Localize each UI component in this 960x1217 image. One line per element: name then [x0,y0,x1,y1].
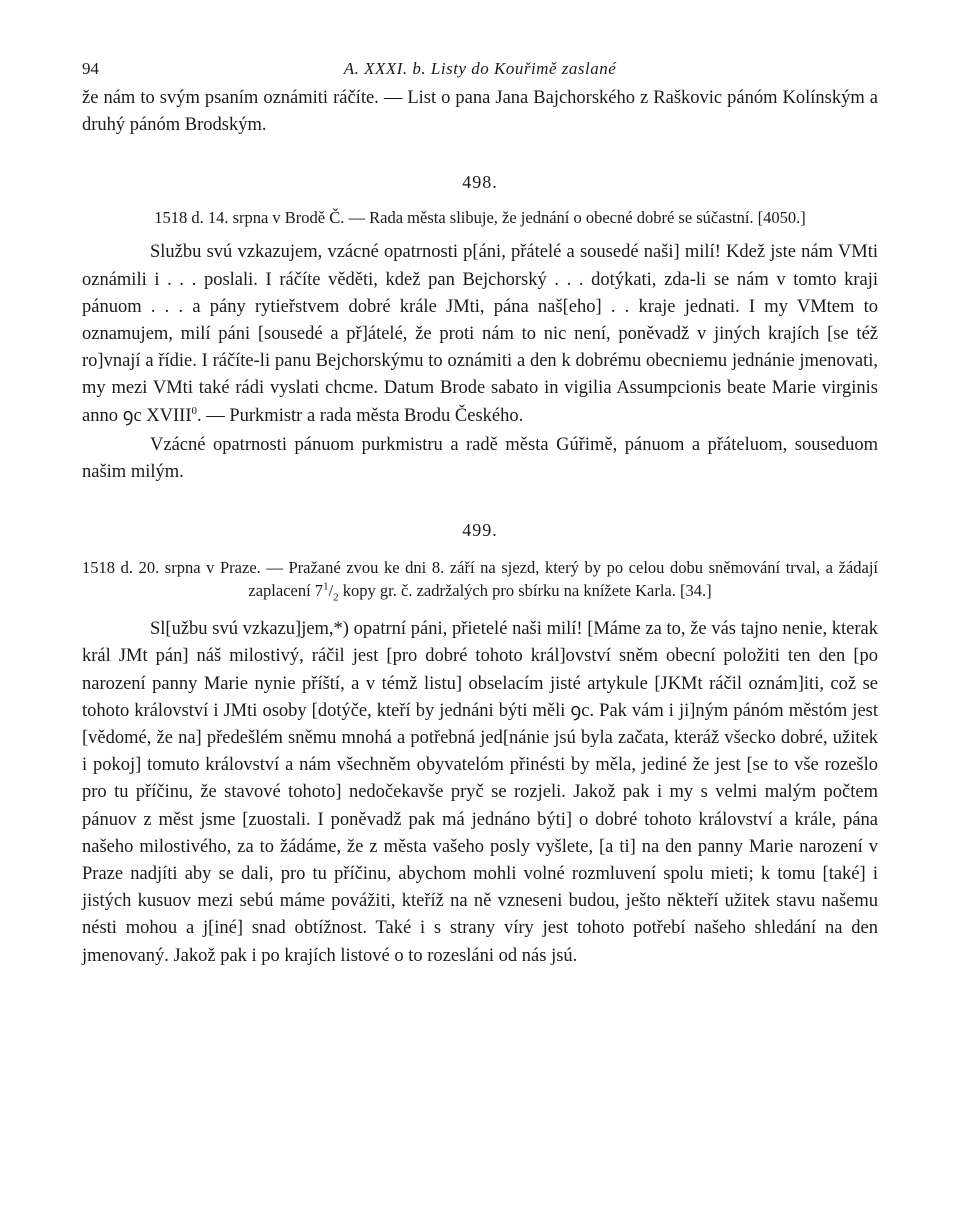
regest: 1518 d. 14. srpna v Brodě Č. — Rada města slibuje, že jednání o obecné dobré se súčastní. [4050.] [154,208,806,228]
document-number: 498. [462,172,498,193]
document-page [82,55,878,970]
page-number: 94 [82,59,99,78]
regest: 1518 d. 20. srpna v Praze. — Pražané zvou ke dni 8. září na sjezd, který by po celou dobu sněmování trval, a žádají zaplacení $7^1/_2$ kopy gr. č. zadržalých pro sbírku na knížete Karla. [34.] [82,558,878,604]
running-title: A. XXXI. b. Listy do Kouřimě zaslané [343,59,617,78]
address-paragraph: Vzácné opatrnosti pánuom purkmistru a radě města Gúřimě, pánuom a přáteluom, souseduom našim milým. [82,434,878,483]
letter-paragraph [82,239,878,429]
document-498 [82,172,878,486]
document-text [82,239,878,486]
signature: . — Purkmistr a rada města Brodu Českého. [196,405,524,426]
letter-paragraph: Sl[užbu svú vzkazu]jem,*) opatrní páni, přietelé naši milí! [Máme za to, že vás tajno nenie, kterak král JMt pán] náš milostivý, ráčil jest [pro dobré tohoto král]ovství sněm obecní položiti ten den [po narození panny Marie nynie příští, a v témž listu] obselacím jisté artykule [JKMt ráčil oznám]iti, což se tohoto království i JMti osoby [dotýče, kteří by jednáni býti měli ꝯc. Pak vám i ji]ným pánóm městóm jest [vědomé, že na] předešlém sněmu mnohá a potřebná jed[nánie jsú byla začata, kteráž všecko dobré, užitek i pokoj] tomuto království a nám všechněm obyvatelóm přinésti by měla, jediné že jest [se to vše rozešlo pro tu příčinu, že stavové tohoto] nedočekavše pryč se rozjeli. Jakož pak i my s velmi malým počtem pánuov z měst jsme [zuostali. I poněvadž pak má jednáno býti] o dobré tohoto království a krále, pána našeho milostivého, za to žádáme, že z města vašeho posly vyšlete, [a ti] na den panny Marie narození v Praze nadjíti aby se dali, pro tu příčinu, abychom mohli volné rozmluvení spolu mieti; k tomu [také] i jistých kusuov mezi sebú máme povážiti, kteříž na ně vzneseni budou, ješto někteří užitek stavu našemu nésti mohou a j[iné] snad obtížnost. Také i s strany víry jest tohoto potřebí našeho shledání na den jmenovaný. Jakož pak i po krajích listové o to rozesláni od nás jsú. [82,619,878,966]
regest-part-2: kopy gr. č. zadržalých pro sbírku na knížete Karla. [34.] [338,581,712,601]
intro-paragraph: že nám to svým psaním oznámiti ráčíte. — List o pana Jana Bajchorského z Raškovic pánóm Kolínským a druhý pánóm Brodským. [82,88,878,136]
document-text [82,616,878,970]
document-499 [82,520,878,970]
year-superscript: 0 [191,404,197,417]
regest-part-1: 1518 d. 20. srpna v Praze. — Pražané zvou ke dni 8. září na sjezd, který by po celou dobu sněmování trval, a žádají zaplacení 7 [82,558,878,601]
letter-text: Službu svú vzkazujem, vzácné opatrnosti p[áni, přátelé a sousedé naši] milí! Kdež jste nám VMti oznámili i . . . poslali. I ráčíte věděti, kdež pan Bejchorský . . . dotýkati, zda-li se nám v tomto kraji pánuom . . . a pány rytieřstvem dobré krále JMti, pána naš[eho] . . kraje jednati. I my VMtem to oznamujem, milí páni [sousedé a př]átelé, že proti nám to nic není, poněvadž v jiných krajích [se též ro]vnají a řídie. I ráčíte-li panu Bejchorskýmu to oznámiti a den k dobrému obecniemu jednánie jmenovati, my mezi VMti také rádi vyslati chcme. Datum Brode sabato in vigilia Assumpcionis beate Marie virginis anno ꝯc XVIII [82,242,878,426]
running-head [82,55,878,85]
document-number: 499. [462,520,498,541]
fraction-denominator: 2 [333,591,339,604]
fraction-numerator: 1 [323,580,329,593]
